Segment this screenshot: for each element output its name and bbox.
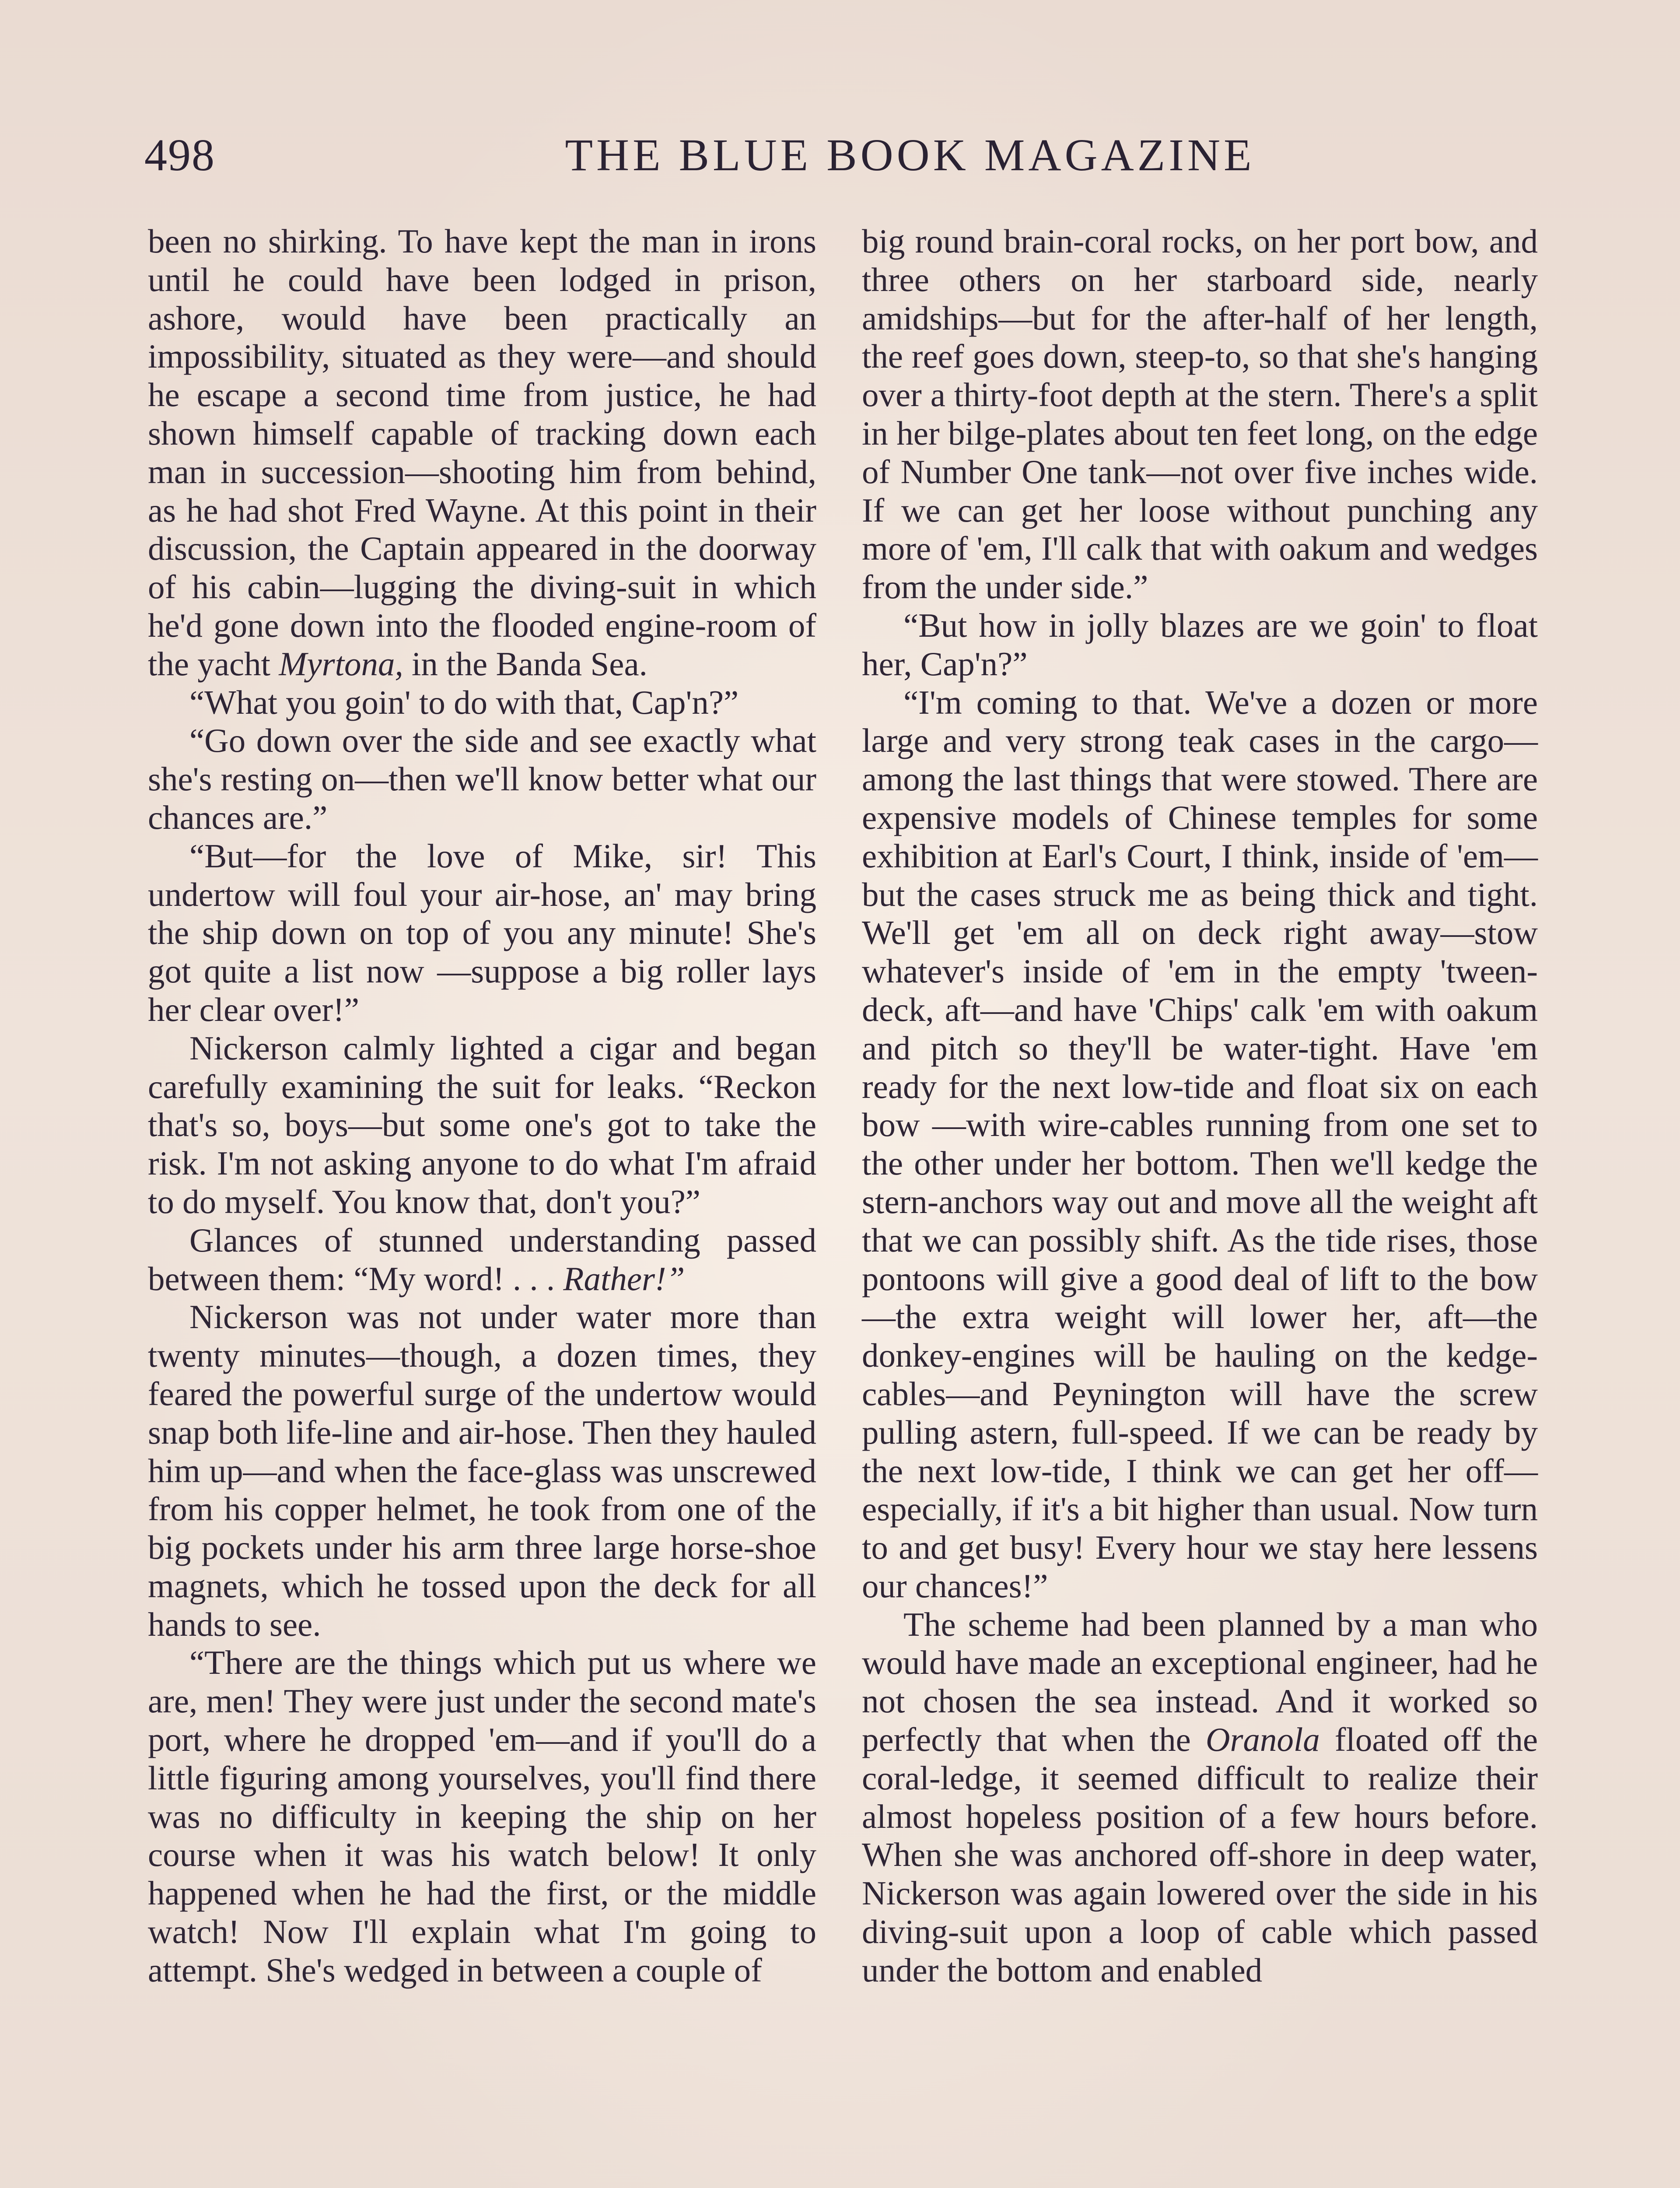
paragraph-text: Glances of stunned understanding passed between them: “My word! . . . — [148, 1221, 816, 1297]
paragraph: big round brain-coral rocks, on her port bow, and three others on her starboard side, nearly amidships—but for the after-half of her length, the reef goes down, steep-to, so that she's hanging over a thirty-foot depth at the stern. There's a split in her bilge-plates about ten feet long, on the edge of Number One tank—not over five inches wide. If we can get her loose without punching any more of 'em, I'll calk that with oakum and wedges from the under side.” — [862, 222, 1538, 606]
paragraph: “What you goin' to do with that, Cap'n?” — [189, 683, 739, 721]
paragraph-text: The scheme had been planned by a man who would have made an exceptional engineer, had he not chosen the sea instead. And it worked so perfectly that when the — [862, 1605, 1538, 1759]
paragraph: “I'm coming to that. We've a dozen or more large and very strong teak cases in the cargo—among the last things that were stowed. There are expensive models of Chinese temples for some exhibition at Earl's Court, I think, inside of 'em—but the cases struck me as being thick and tight. We'll get 'em all on deck right away—stow whatever's inside of 'em in the empty 'tween-deck, aft—and have 'Chips' calk 'em with oakum and pitch so they'll be water-tight. Have 'em ready for the next low-tide and float six on each bow —with wire-cables running from one set to the other under her bottom. Then we'll kedge the stern-anchors way out and move all the weight aft that we can possibly shift. As the tide rises, those pontoons will give a good deal of lift to the bow—the extra weight will lower her, aft—the donkey-engines will be hauling on the kedge-cables—and Peynington will have the screw pulling astern, full-speed. If we can be ready by the next low-tide, I think we can get her off—especially, if it's a bit higher than usual. Now turn to and get busy! Every hour we stay here lessens our chances!” — [862, 683, 1538, 1605]
italic-exclamation: Rather!” — [563, 1259, 685, 1297]
ship-name: Myrtona, — [279, 645, 403, 683]
paragraph-text: in the Banda Sea. — [403, 645, 648, 683]
paragraph-text: floated off the coral-ledge, it seemed difficult to realize their almost hopeless position of a few hours before. When she was anchored off-shore in deep water, Nickerson was again lowered over the side in his diving-suit upon a loop of cable which passed under the bottom and enabled — [862, 1721, 1538, 1989]
ship-name: Oranola — [1205, 1721, 1320, 1759]
right-column — [862, 222, 1538, 1990]
paragraph: “There are the things which put us where we are, men! They were just under the second mate's port, where he dropped 'em—and if you'll do a little figuring among yourselves, you'll find there was no difficulty in keeping the ship on her course when it was his watch below! It only happened when he had the first, or the middle watch! Now I'll explain what I'm going to attempt. She's wedged in between a couple of — [148, 1644, 816, 1989]
running-title: THE BLUE BOOK MAGAZINE — [565, 130, 1255, 180]
page-header — [144, 127, 1536, 184]
paragraph-text: been no shirking. To have kept the man in irons until he could have been lodged in prison, ashore, would have been practically an impossibility, situated as they were—and should he escape a second time from justice, he had shown himself capable of tracking down each man in succession—shooting him from behind, as he had shot Fred Wayne. At this point in their discussion, the Captain appeared in the doorway of his cabin—lugging the diving-suit in which he'd gone down into the flooded engine-room of the yacht — [148, 222, 816, 683]
left-column — [148, 222, 816, 1990]
paragraph: “But—for the love of Mike, sir! This undertow will foul your air-hose, an' may bring the ship down on top of you any minute! She's got quite a list now —suppose a big roller lays her clear over!” — [148, 837, 816, 1028]
page-number: 498 — [144, 130, 215, 180]
paragraph: “Go down over the side and see exactly what she's resting on—then we'll know better what our chances are.” — [148, 722, 816, 836]
paragraph — [862, 1606, 1538, 1990]
paragraph — [148, 1221, 816, 1298]
paragraph: “But how in jolly blazes are we goin' to float her, Cap'n?” — [862, 606, 1538, 683]
paragraph: Nickerson calmly lighted a cigar and began carefully examining the suit for leaks. “Reckon that's so, boys—but some one's got to take the risk. I'm not asking anyone to do what I'm afraid to do myself. You know that, don't you?” — [148, 1029, 816, 1220]
paragraph — [148, 222, 816, 684]
paragraph: Nickerson was not under water more than twenty minutes—though, a dozen times, they feared the powerful surge of the undertow would snap both life-line and air-hose. Then they hauled him up—and when the face-glass was unscrewed from his copper helmet, he took from one of the big pockets under his arm three large horse-shoe magnets, which he tossed upon the deck for all hands to see. — [148, 1298, 817, 1643]
